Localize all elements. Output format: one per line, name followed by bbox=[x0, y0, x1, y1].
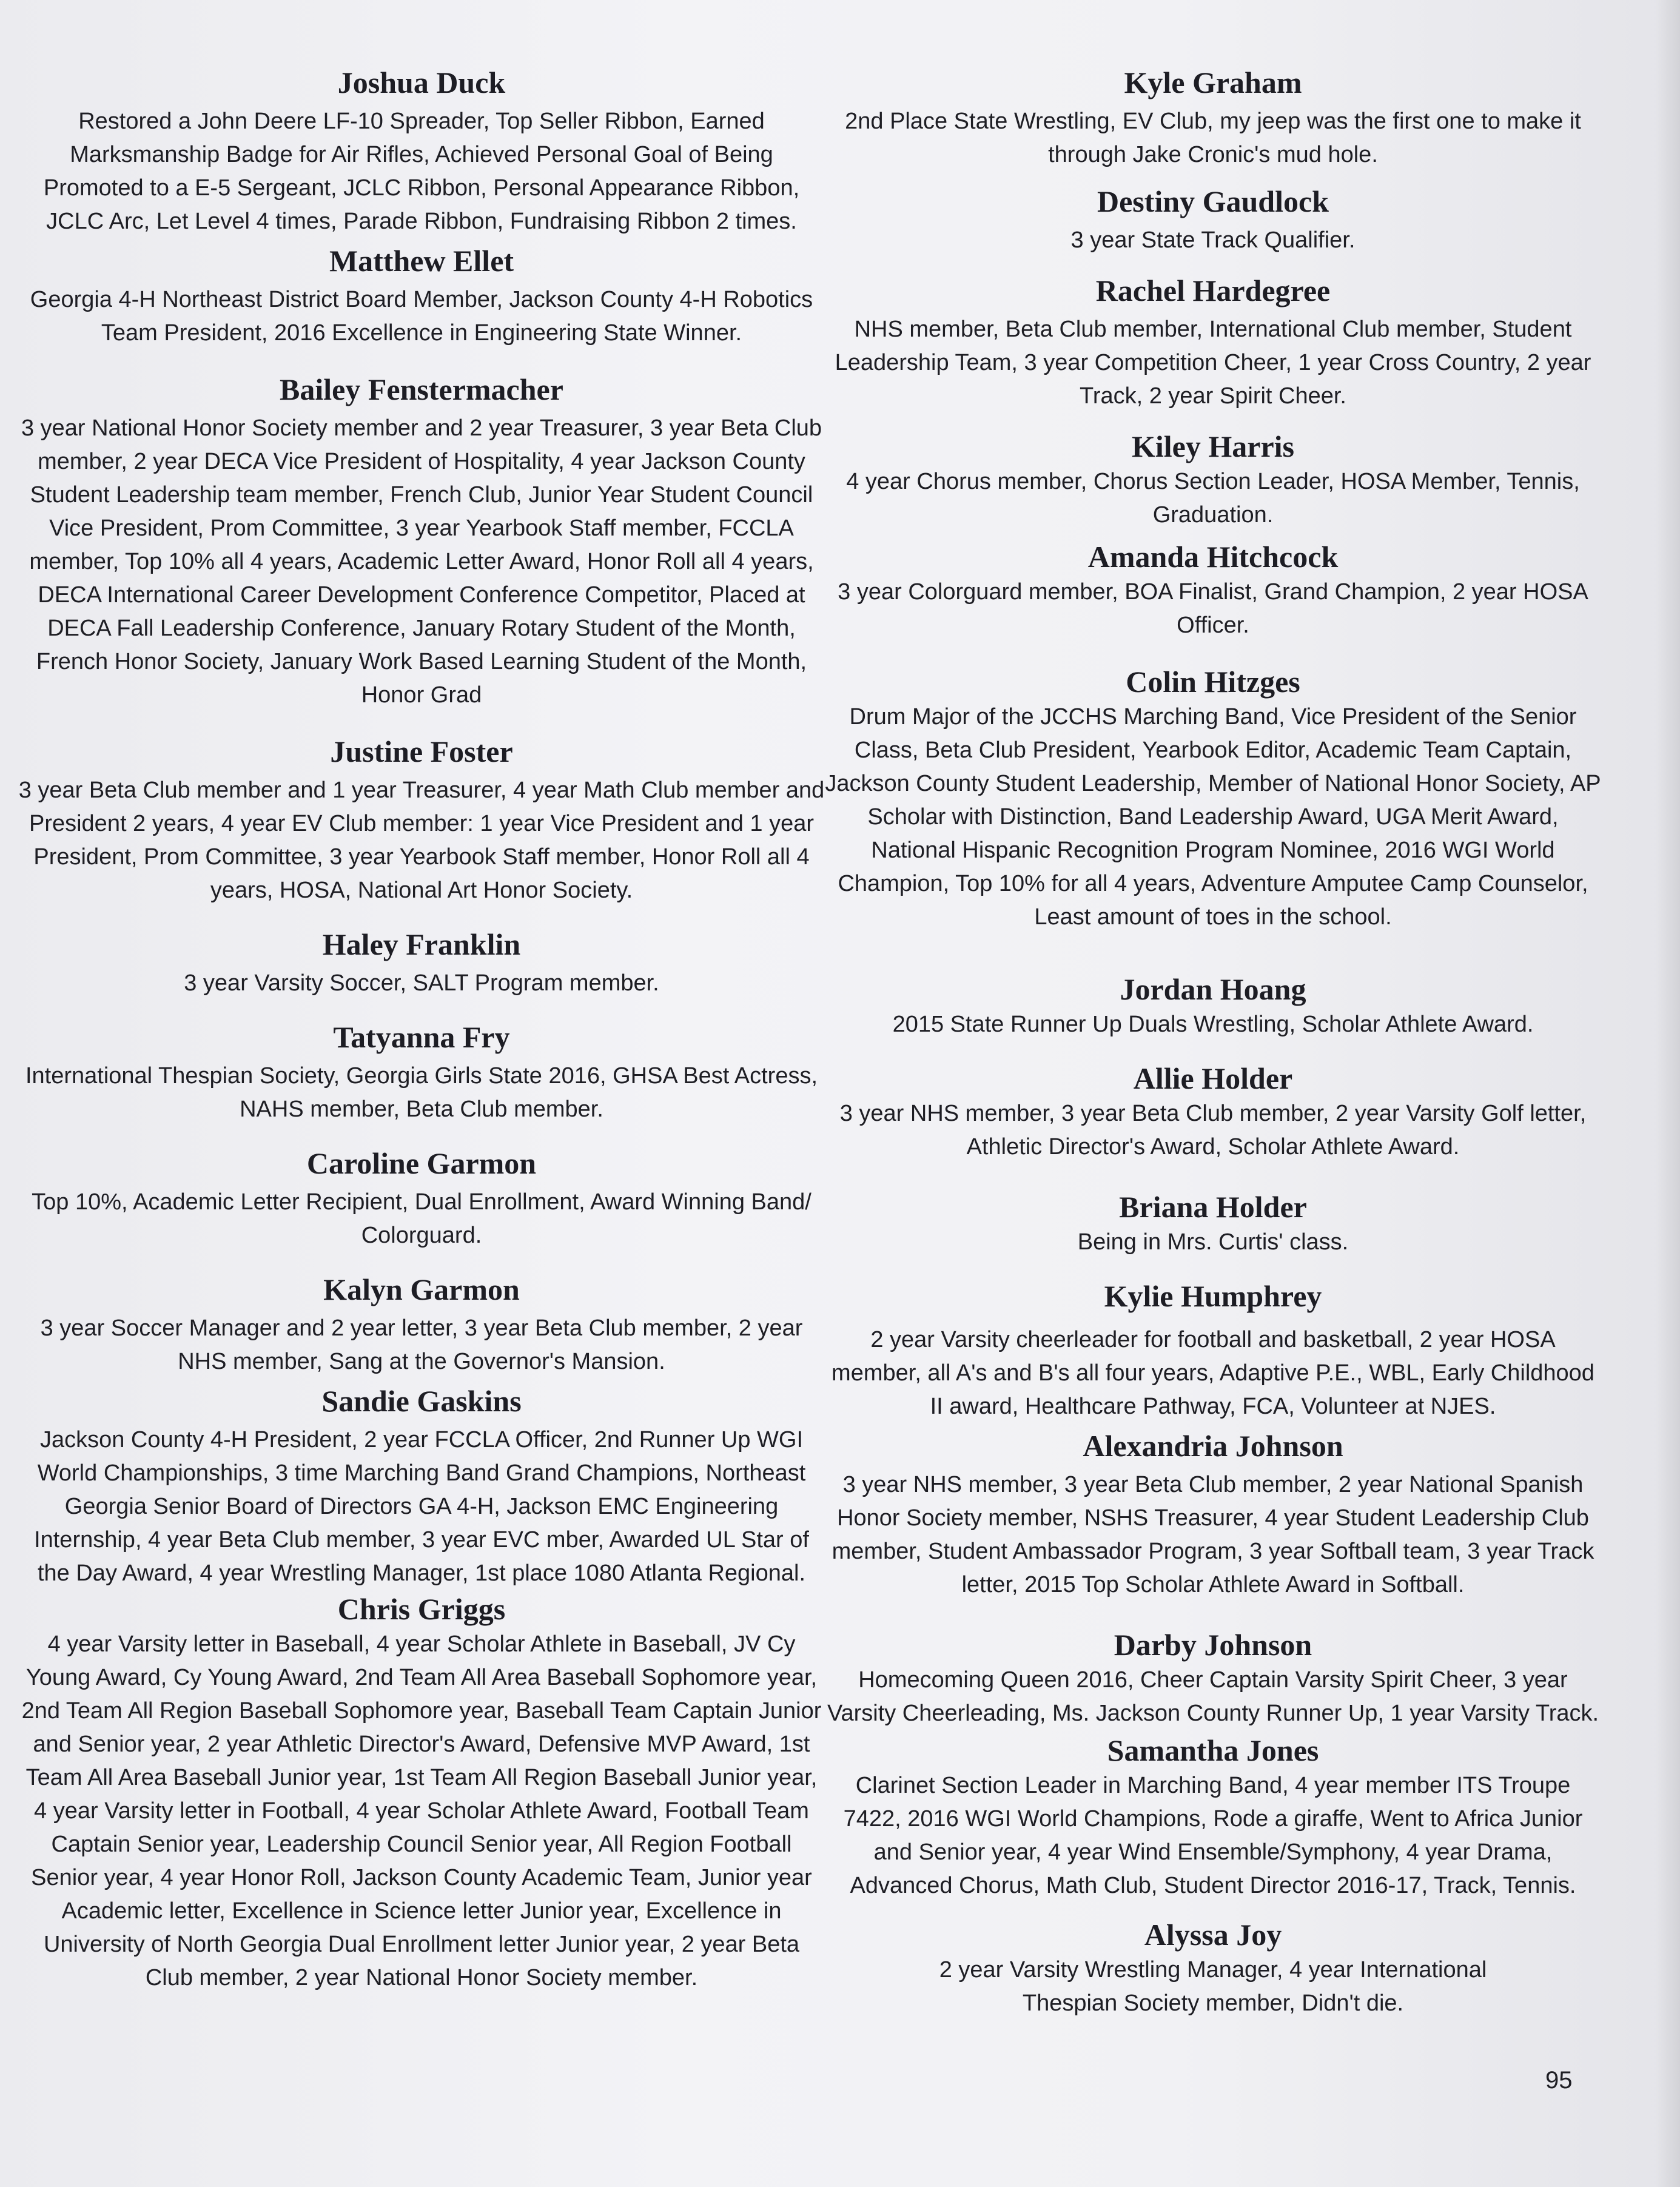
student-achievements: 4 year Chorus member, Chorus Section Leader, HOSA Member, Tennis, Graduation. bbox=[846, 469, 1580, 528]
student-achievements: Homecoming Queen 2016, Cheer Captain Varsity Spirit Cheer, 3 year Varsity Cheerleading, Ms. Jackson County Runner Up, 1 year Varsity Track. bbox=[827, 1667, 1599, 1726]
senior-entry bbox=[825, 1427, 1601, 1602]
senior-entry bbox=[825, 1277, 1601, 1423]
student-name: Briana Holder bbox=[1119, 1190, 1307, 1224]
student-achievements: 3 year NHS member, 3 year Beta Club member, 2 year National Spanish Honor Society member, NSHS Treasurer, 4 year Student Leadership Club member, Student Ambassador Program, 3 year Softball team, 3 year Track letter, 2015 Top Scholar Athlete Award in Softball. bbox=[832, 1472, 1594, 1597]
student-name: Chris Griggs bbox=[337, 1592, 506, 1626]
student-name: Kalyn Garmon bbox=[323, 1272, 520, 1306]
senior-entry bbox=[825, 183, 1601, 257]
senior-entry bbox=[18, 1271, 825, 1379]
senior-entry bbox=[825, 538, 1601, 642]
student-achievements: 3 year State Track Qualifier. bbox=[1070, 227, 1356, 253]
student-achievements: 3 year Soccer Manager and 2 year letter, 3 year Beta Club member, 2 year NHS member, Sang at the Governor's Mansion. bbox=[40, 1315, 803, 1374]
student-name: Alexandria Johnson bbox=[1083, 1429, 1343, 1463]
senior-entry bbox=[18, 1590, 825, 1995]
senior-entry bbox=[825, 272, 1601, 413]
student-achievements: Restored a John Deere LF-10 Spreader, Top Seller Ribbon, Earned Marksmanship Badge for Air Rifles, Achieved Personal Goal of Being Promoted to a E-5 Sergeant, JCLC Ribbon, Personal Appearance Ribbon, JCLC Arc, Let Level 4 times, Parade Ribbon, Fundraising Ribbon 2 times. bbox=[43, 109, 800, 234]
student-name: Alyssa Joy bbox=[1144, 1918, 1282, 1952]
senior-entry bbox=[18, 371, 825, 712]
student-achievements: 2 year Varsity Wrestling Manager, 4 year International Thespian Society member, Didn't die. bbox=[939, 1957, 1487, 2016]
student-achievements: 3 year National Honor Society member and 2 year Treasurer, 3 year Beta Club member, 2 year DECA Vice President of Hospitality, 4 year Jackson County Student Leadership team member, French Club, Junior Year Student Council Vice President, Prom Committee, 3 year Yearbook Staff member, FCCLA member, Top 10% all 4 years, Academic Letter Award, Honor Roll all 4 years, DECA International Career Development Conference Competitor, Placed at DECA Fall Leadership Conference, January Rotary Student of the Month, French Honor Society, January Work Based Learning Student of the Month, Honor Grad bbox=[21, 415, 822, 708]
student-name: Allie Holder bbox=[1133, 1061, 1293, 1095]
student-name: Bailey Fenstermacher bbox=[280, 372, 563, 406]
student-name: Haley Franklin bbox=[322, 927, 521, 961]
student-name: Kyle Graham bbox=[1124, 66, 1302, 99]
student-achievements: Top 10%, Academic Letter Recipient, Dual Enrollment, Award Winning Band/ Colorguard. bbox=[32, 1189, 811, 1248]
student-name: Kylie Humphrey bbox=[1104, 1279, 1322, 1313]
student-name: Joshua Duck bbox=[337, 66, 506, 99]
senior-entry bbox=[825, 663, 1601, 934]
senior-entry bbox=[18, 242, 825, 350]
page-edge-shadow bbox=[1656, 0, 1680, 2187]
student-achievements: Drum Major of the JCCHS Marching Band, Vice President of the Senior Class, Beta Club President, Yearbook Editor, Academic Team Captain, Jackson County Student Leadership, Member of National Honor Society, AP Scholar with Distinction, Band Leadership Award, UGA Merit Award, National Hispanic Recognition Program Nominee, 2016 WGI World Champion, Top 10% for all 4 years, Adventure Amputee Camp Counselor, Least amount of toes in the school. bbox=[825, 704, 1601, 930]
student-name: Amanda Hitchcock bbox=[1087, 540, 1339, 574]
student-name: Caroline Garmon bbox=[306, 1146, 537, 1180]
senior-entry bbox=[18, 1382, 825, 1590]
senior-entry bbox=[825, 970, 1601, 1041]
student-achievements: Georgia 4-H Northeast District Board Member, Jackson County 4-H Robotics Team President, 2016 Excellence in Engineering State Winner. bbox=[30, 287, 813, 346]
senior-entry bbox=[825, 1732, 1601, 1903]
student-achievements: Jackson County 4-H President, 2 year FCCLA Officer, 2nd Runner Up WGI World Championships, 3 time Marching Band Grand Champions, Northeast Georgia Senior Board of Directors GA 4-H, Jackson EMC Engineering Internship, 4 year Beta Club member, 3 year EVC mber, Awarded UL Star of the Day Award, 4 year Wrestling Manager, 1st place 1080 Atlanta Regional. bbox=[34, 1427, 809, 1586]
student-achievements: Being in Mrs. Curtis' class. bbox=[1077, 1229, 1349, 1255]
student-achievements: 2 year Varsity cheerleader for football and basketball, 2 year HOSA member, all A's and B's all four years, Adaptive P.E., WBL, Early Childhood II award, Healthcare Pathway, FCA, Volunteer at NJES. bbox=[832, 1327, 1594, 1419]
left-column bbox=[18, 64, 825, 1995]
senior-entry bbox=[825, 1626, 1601, 1730]
student-name: Sandie Gaskins bbox=[321, 1384, 522, 1418]
senior-entry bbox=[18, 733, 825, 907]
student-achievements: 3 year Beta Club member and 1 year Treasurer, 4 year Math Club member and President 2 years, 4 year EV Club member: 1 year Vice President and 1 year President, Prom Committee, 3 year Yearbook Staff member, Honor Roll all 4 years, HOSA, National Art Honor Society. bbox=[18, 778, 825, 903]
student-name: Colin Hitzges bbox=[1126, 665, 1300, 699]
student-achievements: International Thespian Society, Georgia Girls State 2016, GHSA Best Actress, NAHS member, Beta Club member. bbox=[25, 1063, 818, 1122]
student-achievements: 2nd Place State Wrestling, EV Club, my jeep was the first one to make it through Jake Cronic's mud hole. bbox=[845, 109, 1581, 167]
student-achievements: 4 year Varsity letter in Baseball, 4 year Scholar Athlete in Baseball, JV Cy Young Award, Cy Young Award, 2nd Team All Area Baseball Sophomore year, 2nd Team All Region Baseball Sophomore year, Baseball Team Captain Junior and Senior year, 2 year Athletic Director's Award, Defensive MVP Award, 1st Team All Area Baseball Junior year, 1st Team All Region Baseball Junior year, 4 year Varsity letter in Football, 4 year Scholar Athlete Award, Football Team Captain Senior year, Leadership Council Senior year, All Region Football Senior year, 4 year Honor Roll, Jackson County Academic Team, Junior year Academic letter, Excellence in Science letter Junior year, Excellence in University of North Georgia Dual Enrollment letter Junior year, 2 year Beta Club member, 2 year National Honor Society member. bbox=[21, 1631, 822, 1990]
student-name: Justine Foster bbox=[330, 734, 513, 768]
student-achievements: 3 year NHS member, 3 year Beta Club member, 2 year Varsity Golf letter, Athletic Director's Award, Scholar Athlete Award. bbox=[839, 1101, 1587, 1160]
student-achievements: 3 year Colorguard member, BOA Finalist, Grand Champion, 2 year HOSA Officer. bbox=[838, 579, 1588, 638]
student-achievements: Clarinet Section Leader in Marching Band, 4 year member ITS Troupe 7422, 2016 WGI World Champions, Rode a giraffe, Went to Africa Junior and Senior year, 4 year Wind Ensemble/Symphony, 4 year Drama, Advanced Chorus, Math Club, Student Director 2016-17, Track, Tennis. bbox=[843, 1773, 1583, 1898]
senior-entry bbox=[18, 926, 825, 1000]
senior-entry bbox=[825, 1916, 1601, 2020]
senior-entry bbox=[825, 64, 1601, 172]
senior-entry bbox=[825, 1188, 1601, 1259]
student-name: Jordan Hoang bbox=[1120, 972, 1306, 1006]
student-achievements: 3 year Varsity Soccer, SALT Program member. bbox=[184, 970, 659, 996]
senior-entry bbox=[825, 428, 1601, 532]
student-name: Darby Johnson bbox=[1114, 1628, 1312, 1662]
student-achievements: 2015 State Runner Up Duals Wrestling, Scholar Athlete Award. bbox=[892, 1012, 1534, 1037]
student-name: Destiny Gaudlock bbox=[1097, 184, 1329, 218]
senior-entry bbox=[18, 1018, 825, 1126]
student-name: Tatyanna Fry bbox=[333, 1020, 510, 1054]
page-number: 95 bbox=[1545, 2067, 1573, 2094]
student-achievements: NHS member, Beta Club member, International Club member, Student Leadership Team, 3 year Competition Cheer, 1 year Cross Country, 2 year Track, 2 year Spirit Cheer. bbox=[835, 317, 1591, 409]
student-name: Kiley Harris bbox=[1132, 429, 1294, 463]
right-column bbox=[825, 64, 1601, 2020]
student-name: Samantha Jones bbox=[1107, 1733, 1319, 1767]
senior-entry bbox=[825, 1060, 1601, 1164]
student-name: Matthew Ellet bbox=[329, 244, 514, 278]
senior-entry bbox=[18, 1144, 825, 1252]
student-name: Rachel Hardegree bbox=[1095, 274, 1331, 307]
senior-entry bbox=[18, 64, 825, 238]
